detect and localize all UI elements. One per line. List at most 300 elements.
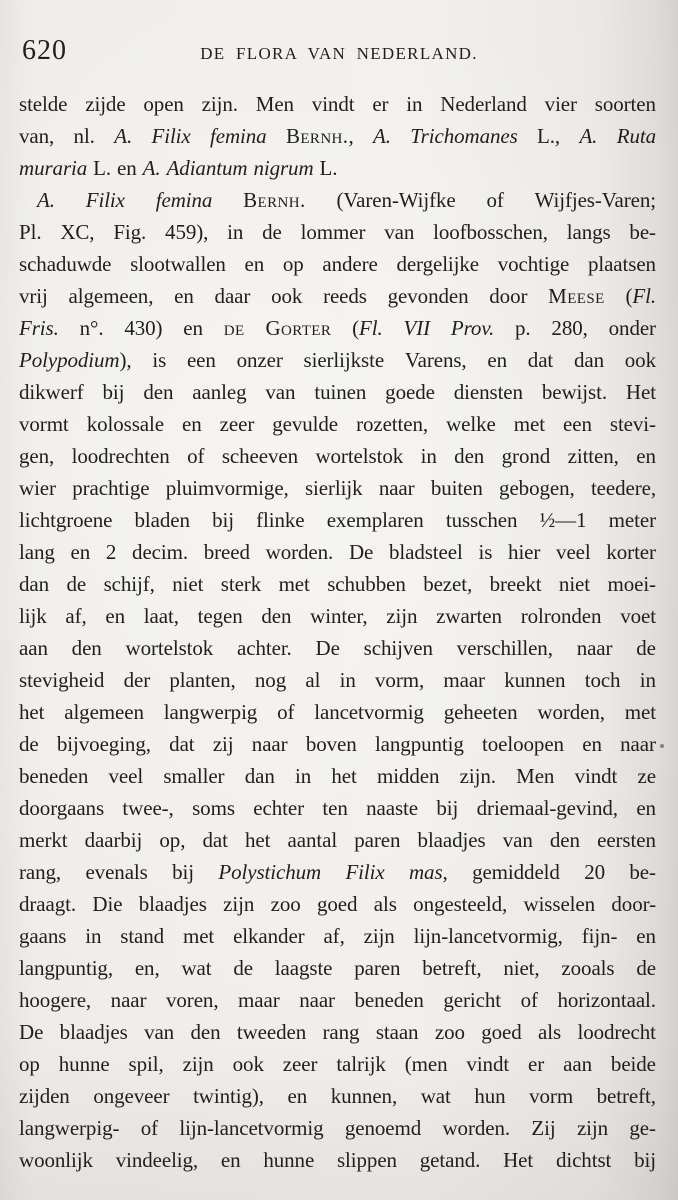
word: zijn [576, 1116, 609, 1140]
word: bladen [134, 508, 190, 532]
text-line [19, 156, 656, 188]
word: Prov. [450, 316, 495, 340]
word: op, [159, 828, 186, 852]
word: Gorter [265, 316, 332, 340]
word: 20 [584, 860, 605, 884]
word: maar [238, 988, 280, 1012]
word: L., [537, 124, 561, 148]
word: en [117, 156, 137, 180]
text-line [19, 1116, 656, 1148]
word: 2 [105, 540, 117, 564]
word: hoogere, [19, 988, 92, 1012]
page-number: 620 [22, 35, 67, 66]
word: of [187, 444, 205, 468]
word: zoo [434, 1020, 465, 1044]
word: worden, [537, 700, 605, 724]
word: door- [611, 892, 656, 916]
word: de [66, 572, 87, 596]
word: onder [608, 316, 656, 340]
word: draagt. [19, 892, 77, 916]
word: betreft, [422, 956, 482, 980]
word: pluimvormige, [165, 476, 289, 500]
word: A. [142, 156, 161, 180]
word: kunnen, [330, 1084, 398, 1108]
word: naar [299, 988, 335, 1012]
word: zijn [182, 1052, 214, 1076]
word: A. [114, 124, 133, 148]
text-line [19, 924, 656, 956]
word: 430) [124, 316, 163, 340]
word: p. [515, 316, 531, 340]
word: flinke [256, 508, 305, 532]
word: naar [620, 732, 656, 756]
word: wat [420, 1084, 451, 1108]
word: ze [637, 764, 656, 788]
word: in [227, 220, 244, 244]
word: Polystichum [218, 860, 322, 884]
word: genoemd [344, 1116, 422, 1140]
word: A. [37, 188, 55, 212]
word: Fig. [113, 220, 147, 244]
word: of [520, 988, 538, 1012]
word: en [220, 1148, 241, 1172]
word: in [420, 444, 437, 468]
word: zeer [219, 412, 255, 436]
word: den [190, 1020, 221, 1044]
word: een [563, 412, 592, 436]
word: wisselen [523, 892, 596, 916]
word: driemaal-gevind, [476, 796, 618, 820]
word: winter, [310, 604, 368, 628]
word: er [372, 92, 389, 116]
word: Pl. [19, 220, 42, 244]
word: zijn [363, 924, 395, 948]
word: dan [19, 572, 50, 596]
word: den [261, 604, 292, 628]
word: soms [192, 796, 235, 820]
word: getand. [419, 1148, 481, 1172]
word: rang, [19, 860, 62, 884]
word: en [70, 540, 91, 564]
word: naar [110, 988, 147, 1012]
word: het [245, 828, 271, 852]
word: vorm, [375, 668, 425, 692]
word: open [143, 92, 184, 116]
word: het [331, 764, 357, 788]
word: aan [563, 1052, 592, 1076]
word: en [582, 732, 602, 756]
text-line [19, 508, 656, 540]
word: het [19, 700, 45, 724]
word: den [71, 636, 102, 660]
word: Wijfjes-Varen; [534, 188, 656, 212]
page-header [22, 36, 656, 70]
word: gaans [19, 924, 67, 948]
word: lijn-lancetvormig, [413, 924, 563, 948]
word: staan [375, 1020, 419, 1044]
word: welke [446, 412, 496, 436]
word: meter [608, 508, 656, 532]
word: van [502, 828, 533, 852]
word: schijf, [103, 572, 155, 596]
word: de [233, 956, 253, 980]
word: van [384, 220, 415, 244]
word: A. [372, 124, 391, 148]
word: Zij [531, 1116, 556, 1140]
word: Die [92, 892, 123, 916]
word: (Fl. [625, 284, 656, 308]
word: goed [481, 1020, 522, 1044]
word: 459), [165, 220, 209, 244]
word: aantal [287, 828, 338, 852]
word: VII [403, 316, 431, 340]
word: naar [378, 476, 415, 500]
text-line [19, 732, 656, 764]
word: ongesteeld, [413, 892, 508, 916]
word: naar [576, 636, 613, 660]
word: paren [354, 956, 401, 980]
ink-speck [660, 744, 664, 748]
text-line [19, 380, 656, 412]
word: gericht [443, 988, 501, 1012]
word: zooals [561, 956, 615, 980]
word: loodrechten [71, 444, 170, 468]
word: rozetten, [356, 412, 429, 436]
text-line [19, 1084, 656, 1116]
word: veel [556, 540, 591, 564]
word: gebogen, [499, 476, 575, 500]
word: schubben [327, 572, 406, 596]
word: Het [503, 1148, 534, 1172]
word: soorten [594, 92, 656, 116]
word: der [123, 668, 151, 692]
word: (Fl. [352, 316, 383, 340]
text-line [19, 636, 656, 668]
word: geheeten [443, 700, 518, 724]
word: vorm [529, 1084, 574, 1108]
word: van [144, 1020, 175, 1044]
word: midden [377, 764, 440, 788]
word: merkt [19, 828, 68, 852]
word: de [636, 956, 656, 980]
word: Meese [548, 284, 605, 308]
word: met [182, 924, 215, 948]
word: is [478, 540, 493, 564]
word: bezet, [423, 572, 473, 596]
word: door [489, 284, 528, 308]
word: den [454, 444, 485, 468]
word: doorgaans [19, 796, 105, 820]
text-line [19, 860, 656, 892]
word: ook [624, 348, 656, 372]
word: zijde [85, 92, 126, 116]
text-line [19, 988, 656, 1020]
word: den [143, 380, 174, 404]
word: fijn- [581, 924, 618, 948]
word: hier [508, 540, 541, 564]
word: blaadjes [138, 892, 207, 916]
text-line [19, 956, 656, 988]
word: be- [629, 860, 656, 884]
word: bladsteel [388, 540, 463, 564]
word: langpuntig, [19, 956, 113, 980]
word: ten [322, 796, 348, 820]
word: exemplaren [326, 508, 424, 532]
word: ge- [629, 1116, 656, 1140]
word: bijvoeging, [56, 732, 151, 756]
word: 280, [551, 316, 588, 340]
word: aan [19, 636, 48, 660]
word: beneden [19, 764, 89, 788]
word: goede [385, 380, 435, 404]
word: Trichomanes [410, 124, 518, 148]
word: Varens, [404, 348, 467, 372]
word: femina [155, 188, 213, 212]
word: maar [443, 668, 485, 692]
word: schijven [363, 636, 433, 660]
word: beide [610, 1052, 656, 1076]
word: rang [322, 1020, 360, 1044]
word: gemiddeld [472, 860, 560, 884]
word: in [406, 92, 423, 116]
word: tegen [197, 604, 243, 628]
text-line [19, 604, 656, 636]
word: er [528, 1052, 545, 1076]
text-line [19, 444, 656, 476]
word: slootwallen [130, 252, 226, 276]
word: lijn-lancetvormig [179, 1116, 324, 1140]
word: bewijst. [541, 380, 607, 404]
text-line [19, 316, 656, 348]
word: de [19, 732, 39, 756]
word: is [152, 348, 167, 372]
word: prachtige [72, 476, 150, 500]
text-line [19, 828, 656, 860]
word: spil, [128, 1052, 164, 1076]
word: mas, [408, 860, 448, 884]
text-line [19, 188, 656, 220]
text-line [19, 92, 656, 124]
word: en [636, 924, 656, 948]
word: L. [319, 156, 338, 180]
word: tusschen [445, 508, 518, 532]
word: twee-, [122, 796, 174, 820]
word: langpuntig [374, 732, 464, 756]
word: Men [255, 92, 294, 116]
word: stand [120, 924, 165, 948]
text-line [19, 668, 656, 700]
word: scheeven [221, 444, 299, 468]
word: andere [322, 252, 378, 276]
word: Ruta [616, 124, 656, 148]
word: De [315, 636, 340, 660]
word: horizontaal. [557, 988, 656, 1012]
word: op [282, 252, 304, 276]
word: de [262, 220, 282, 244]
word: bij [436, 796, 459, 820]
word: Fris. [19, 316, 59, 340]
word: vier [544, 92, 577, 116]
word: loofbosschen, [433, 220, 548, 244]
word: betreft, [596, 1084, 656, 1108]
text-block [19, 92, 656, 1180]
word: verschillen, [456, 636, 553, 660]
word: Men [516, 764, 555, 788]
word: naaste [366, 796, 418, 820]
text-line [19, 1052, 656, 1084]
word: vindt [466, 1052, 510, 1076]
word: sterk [220, 572, 262, 596]
word: bij [634, 1148, 656, 1172]
word: blaadjes [417, 828, 486, 852]
word: zitten, [567, 444, 619, 468]
word: diensten [453, 380, 523, 404]
text-line [19, 124, 656, 156]
word: smaller [163, 764, 225, 788]
word: A. [579, 124, 598, 148]
text-line [19, 764, 656, 796]
word: af, [323, 924, 345, 948]
text-line [19, 476, 656, 508]
word: Bernh., [285, 124, 354, 148]
word: dichtst [555, 1148, 612, 1172]
word: zijn. [201, 92, 238, 116]
word: vindeelig, [115, 1148, 199, 1172]
word: Filix [85, 188, 125, 212]
word: kolossale [86, 412, 164, 436]
word: den [549, 828, 580, 852]
word: de [223, 316, 245, 340]
word: niet [558, 572, 591, 596]
word: beneden [354, 988, 424, 1012]
word: n°. [79, 316, 104, 340]
word: nog [254, 668, 287, 692]
word: elkander [233, 924, 305, 948]
text-line [19, 412, 656, 444]
word: op [19, 1052, 40, 1076]
word: stelde [19, 92, 68, 116]
word: tuinen [314, 380, 367, 404]
word: stevigheid [19, 668, 105, 692]
running-title: DE FLORA VAN NEDERLAND. [200, 44, 478, 63]
word: als [373, 892, 397, 916]
word: dergelijke [396, 252, 480, 276]
word: van [265, 380, 296, 404]
word: vormt [19, 412, 69, 436]
word: al [305, 668, 321, 692]
word: L. [93, 156, 112, 180]
word: vrij [19, 284, 48, 308]
word: nl. [73, 124, 95, 148]
word: daarbij [84, 828, 143, 852]
word: worden. [265, 540, 334, 564]
word: buiten [430, 476, 483, 500]
word: en [174, 284, 194, 308]
word: sierlijkste [303, 348, 385, 372]
word: boven [305, 732, 357, 756]
word: planten, [169, 668, 236, 692]
word: van, [19, 124, 55, 148]
word: slippen [336, 1148, 397, 1172]
word: ook [271, 284, 303, 308]
word: Adiantum [166, 156, 248, 180]
word: dat [202, 828, 228, 852]
word: dat [169, 732, 195, 756]
word: algemeen [64, 700, 144, 724]
word: langs [566, 220, 611, 244]
word: tweeden [236, 1020, 307, 1044]
word: echter [253, 796, 304, 820]
word: ook [232, 1052, 264, 1076]
word: lancetvormig [314, 700, 424, 724]
word: dikwerf [19, 380, 84, 404]
word: en [487, 348, 507, 372]
word: en [105, 604, 126, 628]
word: wat [181, 956, 212, 980]
word: talrijk [336, 1052, 386, 1076]
word: aanleg [192, 380, 247, 404]
word: als [538, 1020, 562, 1044]
word: in [295, 764, 312, 788]
word: De [19, 1020, 44, 1044]
word: be- [629, 220, 656, 244]
word: De [348, 540, 374, 564]
word: bij [212, 508, 234, 532]
word: moei- [607, 572, 656, 596]
word: veel [108, 764, 144, 788]
word: en [244, 252, 265, 276]
text-line [19, 252, 656, 284]
word: wier [19, 476, 56, 500]
word: dan [573, 348, 604, 372]
word: XC, [60, 220, 95, 244]
word: goed [317, 892, 358, 916]
word: evenals [85, 860, 148, 884]
word: hunne [58, 1052, 110, 1076]
word: een [186, 348, 216, 372]
word: zijden [19, 1084, 70, 1108]
word: bij [102, 380, 125, 404]
word: nigrum [253, 156, 314, 180]
word: muraria [19, 156, 88, 180]
word: wortelstok [125, 636, 214, 660]
word: (men [404, 1052, 448, 1076]
text-line [19, 540, 656, 572]
word: zwarten [436, 604, 502, 628]
word: eersten [597, 828, 656, 852]
word: ongeveer [93, 1084, 170, 1108]
word: kunnen [504, 668, 566, 692]
word: de [636, 636, 656, 660]
word: loodrecht [577, 1020, 656, 1044]
word: Bernh. [243, 188, 306, 212]
word: lijk [19, 604, 47, 628]
text-line [19, 1020, 656, 1052]
text-line [19, 348, 656, 380]
word: bij [172, 860, 194, 884]
word: sierlijk [304, 476, 363, 500]
word: hun [474, 1084, 506, 1108]
word: zoo [270, 892, 301, 916]
word: in [85, 924, 102, 948]
word: voren, [166, 988, 219, 1012]
word: of [140, 1116, 159, 1140]
word: met [513, 412, 545, 436]
word: met [624, 700, 656, 724]
word: lang [19, 540, 55, 564]
word: in [639, 668, 656, 692]
word: ½—1 [539, 508, 587, 532]
